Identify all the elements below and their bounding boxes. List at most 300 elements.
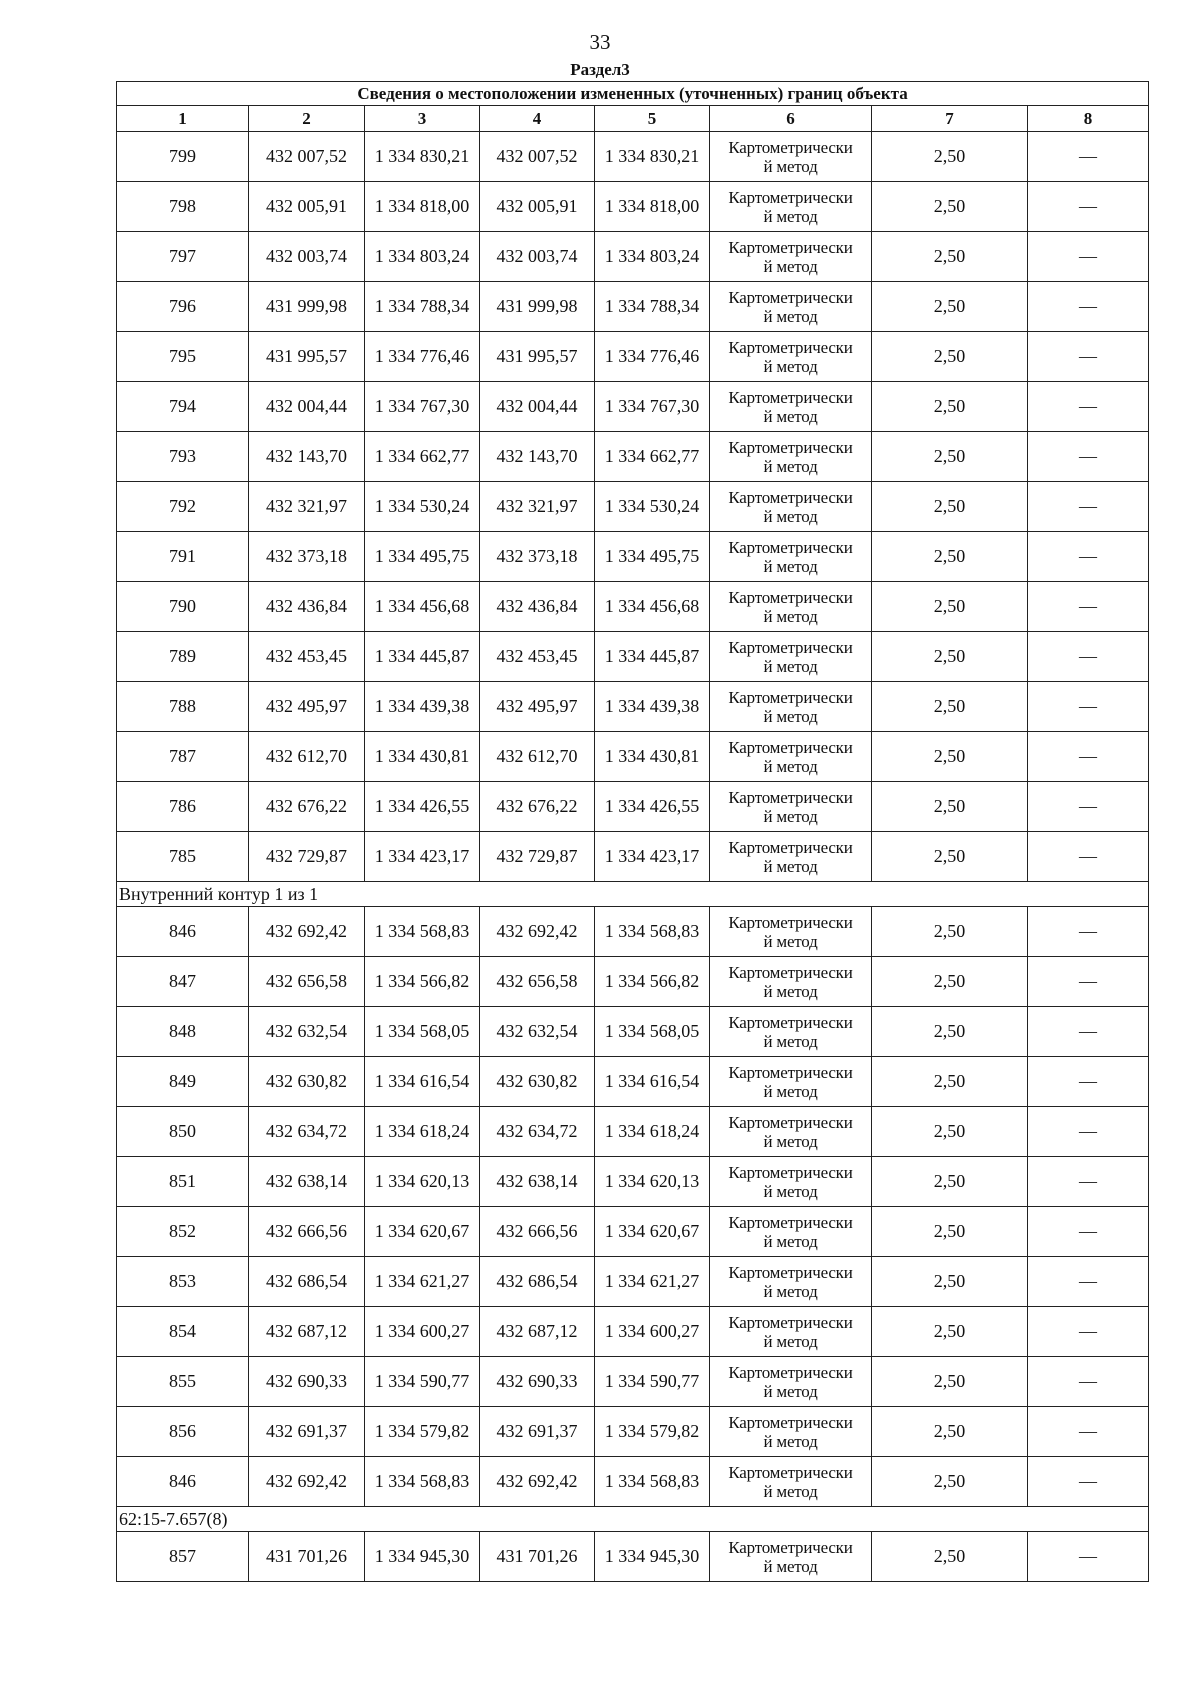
method-cell — [710, 782, 872, 832]
method-line: Картометрически — [728, 1462, 853, 1482]
accuracy: 2,50 — [872, 907, 1028, 957]
accuracy: 2,50 — [872, 1307, 1028, 1357]
point-number: 793 — [117, 432, 249, 482]
x-coord-new: 432 632,54 — [480, 1007, 595, 1057]
method-line: Картометрически — [728, 587, 853, 607]
method-line: й метод — [763, 406, 818, 426]
y-coord-old: 1 334 767,30 — [365, 382, 480, 432]
method-cell — [710, 732, 872, 782]
x-coord-new: 432 003,74 — [480, 232, 595, 282]
x-coord-new: 432 495,97 — [480, 682, 595, 732]
column-number-row — [117, 106, 1149, 132]
table-row — [117, 482, 1149, 532]
x-coord-new: 432 686,54 — [480, 1257, 595, 1307]
accuracy: 2,50 — [872, 1107, 1028, 1157]
y-coord-new: 1 334 566,82 — [595, 957, 710, 1007]
x-coord-new: 432 634,72 — [480, 1107, 595, 1157]
note-cell: — — [1028, 1357, 1149, 1407]
x-coord-old: 432 436,84 — [249, 582, 365, 632]
method-line: й метод — [763, 1181, 818, 1201]
note-cell: — — [1028, 1257, 1149, 1307]
point-number: 795 — [117, 332, 249, 382]
method-cell — [710, 1457, 872, 1507]
table-row — [117, 532, 1149, 582]
x-coord-new: 432 612,70 — [480, 732, 595, 782]
point-number: 848 — [117, 1007, 249, 1057]
page-number: 33 — [589, 30, 611, 54]
x-coord-old: 432 686,54 — [249, 1257, 365, 1307]
x-coord-old: 432 005,91 — [249, 182, 365, 232]
note-cell: — — [1028, 907, 1149, 957]
method-line: й метод — [763, 756, 818, 776]
table-row — [117, 682, 1149, 732]
point-number: 853 — [117, 1257, 249, 1307]
y-coord-new: 1 334 568,05 — [595, 1007, 710, 1057]
note-cell: — — [1028, 957, 1149, 1007]
y-coord-new: 1 334 662,77 — [595, 432, 710, 482]
method-line: Картометрически — [728, 962, 853, 982]
method-cell — [710, 132, 872, 182]
accuracy: 2,50 — [872, 1007, 1028, 1057]
y-coord-new: 1 334 776,46 — [595, 332, 710, 382]
method-line: й метод — [763, 1331, 818, 1351]
method-line: Картометрически — [728, 1412, 853, 1432]
table-row — [117, 332, 1149, 382]
table-row — [117, 907, 1149, 957]
method-cell — [710, 432, 872, 482]
x-coord-old: 432 373,18 — [249, 532, 365, 582]
y-coord-new: 1 334 579,82 — [595, 1407, 710, 1457]
point-number: 796 — [117, 282, 249, 332]
boundary-table — [116, 81, 1149, 1582]
point-number: 788 — [117, 682, 249, 732]
method-line: й метод — [763, 706, 818, 726]
x-coord-new: 432 321,97 — [480, 482, 595, 532]
table-title: Сведения о местоположении измененных (уточненных) границ объекта — [117, 82, 1149, 106]
method-line: й метод — [763, 1556, 818, 1576]
method-line: Картометрически — [728, 487, 853, 507]
column-header: 4 — [480, 106, 595, 132]
table-row — [117, 1407, 1149, 1457]
x-coord-new: 431 999,98 — [480, 282, 595, 332]
accuracy: 2,50 — [872, 382, 1028, 432]
x-coord-old: 432 630,82 — [249, 1057, 365, 1107]
point-number: 792 — [117, 482, 249, 532]
x-coord-old: 432 692,42 — [249, 1457, 365, 1507]
y-coord-old: 1 334 495,75 — [365, 532, 480, 582]
method-line: Картометрически — [728, 137, 853, 157]
x-coord-old: 432 656,58 — [249, 957, 365, 1007]
method-line: й метод — [763, 856, 818, 876]
method-line: й метод — [763, 1431, 818, 1451]
accuracy: 2,50 — [872, 282, 1028, 332]
x-coord-new: 432 453,45 — [480, 632, 595, 682]
table-row — [117, 282, 1149, 332]
y-coord-new: 1 334 456,68 — [595, 582, 710, 632]
method-cell — [710, 582, 872, 632]
method-cell — [710, 1207, 872, 1257]
method-cell — [710, 1357, 872, 1407]
y-coord-old: 1 334 430,81 — [365, 732, 480, 782]
x-coord-new: 432 656,58 — [480, 957, 595, 1007]
y-coord-old: 1 334 600,27 — [365, 1307, 480, 1357]
y-coord-old: 1 334 423,17 — [365, 832, 480, 882]
table-row — [117, 1307, 1149, 1357]
y-coord-old: 1 334 445,87 — [365, 632, 480, 682]
table-row — [117, 1457, 1149, 1507]
method-cell — [710, 332, 872, 382]
accuracy: 2,50 — [872, 432, 1028, 482]
point-number: 850 — [117, 1107, 249, 1157]
method-cell — [710, 382, 872, 432]
point-number: 857 — [117, 1532, 249, 1582]
method-line: Картометрически — [728, 687, 853, 707]
method-cell — [710, 1307, 872, 1357]
y-coord-old: 1 334 803,24 — [365, 232, 480, 282]
method-cell — [710, 1257, 872, 1307]
y-coord-old: 1 334 530,24 — [365, 482, 480, 532]
x-coord-new: 432 638,14 — [480, 1157, 595, 1207]
accuracy: 2,50 — [872, 1157, 1028, 1207]
method-cell — [710, 282, 872, 332]
note-cell: — — [1028, 1532, 1149, 1582]
method-cell — [710, 182, 872, 232]
note-cell: — — [1028, 582, 1149, 632]
table-row — [117, 1357, 1149, 1407]
point-number: 798 — [117, 182, 249, 232]
method-line: Картометрически — [728, 1012, 853, 1032]
y-coord-old: 1 334 620,67 — [365, 1207, 480, 1257]
method-line: Картометрически — [728, 1262, 853, 1282]
y-coord-new: 1 334 767,30 — [595, 382, 710, 432]
y-coord-old: 1 334 568,05 — [365, 1007, 480, 1057]
x-coord-new: 432 666,56 — [480, 1207, 595, 1257]
y-coord-old: 1 334 568,83 — [365, 1457, 480, 1507]
table-body — [117, 132, 1149, 1582]
method-line: Картометрически — [728, 237, 853, 257]
point-number: 855 — [117, 1357, 249, 1407]
table-row — [117, 582, 1149, 632]
x-coord-new: 432 004,44 — [480, 382, 595, 432]
method-line: Картометрически — [728, 1537, 853, 1557]
x-coord-new: 432 692,42 — [480, 1457, 595, 1507]
method-line: Картометрически — [728, 187, 853, 207]
method-cell — [710, 832, 872, 882]
method-line: й метод — [763, 1131, 818, 1151]
x-coord-old: 432 692,42 — [249, 907, 365, 957]
accuracy: 2,50 — [872, 582, 1028, 632]
method-cell — [710, 1007, 872, 1057]
x-coord-old: 432 632,54 — [249, 1007, 365, 1057]
table-row — [117, 382, 1149, 432]
note-cell: — — [1028, 1157, 1149, 1207]
y-coord-old: 1 334 788,34 — [365, 282, 480, 332]
note-cell: — — [1028, 782, 1149, 832]
accuracy: 2,50 — [872, 1407, 1028, 1457]
table-row — [117, 1532, 1149, 1582]
y-coord-old: 1 334 579,82 — [365, 1407, 480, 1457]
x-coord-new: 432 373,18 — [480, 532, 595, 582]
note-cell: — — [1028, 182, 1149, 232]
x-coord-new: 432 143,70 — [480, 432, 595, 482]
method-line: й метод — [763, 356, 818, 376]
table-row — [117, 732, 1149, 782]
x-coord-old: 432 690,33 — [249, 1357, 365, 1407]
note-cell: — — [1028, 682, 1149, 732]
method-line: й метод — [763, 1381, 818, 1401]
method-line: й метод — [763, 1281, 818, 1301]
x-coord-old: 432 729,87 — [249, 832, 365, 882]
method-line: Картометрически — [728, 1162, 853, 1182]
table-row — [117, 632, 1149, 682]
column-header: 3 — [365, 106, 480, 132]
accuracy: 2,50 — [872, 132, 1028, 182]
y-coord-old: 1 334 439,38 — [365, 682, 480, 732]
y-coord-new: 1 334 618,24 — [595, 1107, 710, 1157]
y-coord-new: 1 334 616,54 — [595, 1057, 710, 1107]
contour-label: 62:15-7.657(8) — [117, 1507, 1149, 1532]
table-row — [117, 1057, 1149, 1107]
y-coord-old: 1 334 590,77 — [365, 1357, 480, 1407]
method-line: й метод — [763, 1231, 818, 1251]
point-number: 846 — [117, 1457, 249, 1507]
accuracy: 2,50 — [872, 1057, 1028, 1107]
method-line: Картометрически — [728, 837, 853, 857]
method-line: й метод — [763, 206, 818, 226]
point-number: 846 — [117, 907, 249, 957]
note-cell: — — [1028, 1007, 1149, 1057]
y-coord-new: 1 334 439,38 — [595, 682, 710, 732]
y-coord-new: 1 334 568,83 — [595, 1457, 710, 1507]
x-coord-new: 432 691,37 — [480, 1407, 595, 1457]
table-row — [117, 1107, 1149, 1157]
x-coord-old: 432 687,12 — [249, 1307, 365, 1357]
method-line: Картометрически — [728, 1062, 853, 1082]
y-coord-new: 1 334 423,17 — [595, 832, 710, 882]
method-line: й метод — [763, 556, 818, 576]
note-cell: — — [1028, 1307, 1149, 1357]
note-cell: — — [1028, 382, 1149, 432]
y-coord-new: 1 334 530,24 — [595, 482, 710, 532]
method-line: Картометрически — [728, 337, 853, 357]
method-line: й метод — [763, 656, 818, 676]
note-cell: — — [1028, 832, 1149, 882]
accuracy: 2,50 — [872, 1207, 1028, 1257]
table-row — [117, 432, 1149, 482]
method-line: й метод — [763, 506, 818, 526]
method-line: Картометрически — [728, 912, 853, 932]
y-coord-old: 1 334 426,55 — [365, 782, 480, 832]
x-coord-old: 432 638,14 — [249, 1157, 365, 1207]
point-number: 854 — [117, 1307, 249, 1357]
y-coord-new: 1 334 788,34 — [595, 282, 710, 332]
y-coord-old: 1 334 566,82 — [365, 957, 480, 1007]
note-cell: — — [1028, 1457, 1149, 1507]
note-cell: — — [1028, 532, 1149, 582]
accuracy: 2,50 — [872, 1532, 1028, 1582]
column-header: 1 — [117, 106, 249, 132]
point-number: 791 — [117, 532, 249, 582]
contour-label-row — [117, 882, 1149, 907]
method-cell — [710, 1107, 872, 1157]
contour-label-row — [117, 1507, 1149, 1532]
point-number: 787 — [117, 732, 249, 782]
x-coord-old: 431 999,98 — [249, 282, 365, 332]
accuracy: 2,50 — [872, 332, 1028, 382]
accuracy: 2,50 — [872, 482, 1028, 532]
method-line: Картометрически — [728, 1112, 853, 1132]
y-coord-old: 1 334 621,27 — [365, 1257, 480, 1307]
y-coord-old: 1 334 945,30 — [365, 1532, 480, 1582]
method-line: Картометрически — [728, 1212, 853, 1232]
method-line: й метод — [763, 981, 818, 1001]
y-coord-new: 1 334 568,83 — [595, 907, 710, 957]
accuracy: 2,50 — [872, 1357, 1028, 1407]
note-cell: — — [1028, 1057, 1149, 1107]
y-coord-new: 1 334 445,87 — [595, 632, 710, 682]
column-header: 8 — [1028, 106, 1149, 132]
accuracy: 2,50 — [872, 957, 1028, 1007]
x-coord-new: 432 687,12 — [480, 1307, 595, 1357]
point-number: 797 — [117, 232, 249, 282]
table-row — [117, 782, 1149, 832]
accuracy: 2,50 — [872, 232, 1028, 282]
table-row — [117, 132, 1149, 182]
method-line: Картометрически — [728, 287, 853, 307]
method-line: й метод — [763, 156, 818, 176]
method-line: й метод — [763, 306, 818, 326]
x-coord-old: 431 995,57 — [249, 332, 365, 382]
method-line: Картометрически — [728, 437, 853, 457]
table-row — [117, 832, 1149, 882]
table-row — [117, 232, 1149, 282]
table-row — [117, 1007, 1149, 1057]
y-coord-new: 1 334 620,13 — [595, 1157, 710, 1207]
y-coord-new: 1 334 620,67 — [595, 1207, 710, 1257]
accuracy: 2,50 — [872, 1257, 1028, 1307]
y-coord-new: 1 334 426,55 — [595, 782, 710, 832]
method-line: Картометрически — [728, 537, 853, 557]
note-cell: — — [1028, 332, 1149, 382]
point-number: 852 — [117, 1207, 249, 1257]
method-line: й метод — [763, 1031, 818, 1051]
y-coord-new: 1 334 830,21 — [595, 132, 710, 182]
method-line: й метод — [763, 606, 818, 626]
y-coord-new: 1 334 803,24 — [595, 232, 710, 282]
section-title: Раздел3 — [570, 60, 630, 79]
note-cell: — — [1028, 232, 1149, 282]
table-title-row — [117, 82, 1149, 106]
x-coord-old: 432 691,37 — [249, 1407, 365, 1457]
x-coord-old: 432 453,45 — [249, 632, 365, 682]
x-coord-old: 432 143,70 — [249, 432, 365, 482]
accuracy: 2,50 — [872, 182, 1028, 232]
point-number: 790 — [117, 582, 249, 632]
point-number: 789 — [117, 632, 249, 682]
y-coord-new: 1 334 430,81 — [595, 732, 710, 782]
y-coord-new: 1 334 495,75 — [595, 532, 710, 582]
x-coord-old: 432 634,72 — [249, 1107, 365, 1157]
method-line: й метод — [763, 1481, 818, 1501]
y-coord-new: 1 334 600,27 — [595, 1307, 710, 1357]
point-number: 799 — [117, 132, 249, 182]
method-line: й метод — [763, 456, 818, 476]
point-number: 794 — [117, 382, 249, 432]
table-row — [117, 1207, 1149, 1257]
y-coord-old: 1 334 616,54 — [365, 1057, 480, 1107]
x-coord-old: 432 612,70 — [249, 732, 365, 782]
x-coord-old: 432 007,52 — [249, 132, 365, 182]
y-coord-new: 1 334 818,00 — [595, 182, 710, 232]
y-coord-old: 1 334 776,46 — [365, 332, 480, 382]
method-line: й метод — [763, 806, 818, 826]
y-coord-old: 1 334 620,13 — [365, 1157, 480, 1207]
accuracy: 2,50 — [872, 632, 1028, 682]
method-cell — [710, 632, 872, 682]
method-cell — [710, 1157, 872, 1207]
method-cell — [710, 482, 872, 532]
x-coord-old: 432 321,97 — [249, 482, 365, 532]
x-coord-new: 432 007,52 — [480, 132, 595, 182]
x-coord-new: 432 630,82 — [480, 1057, 595, 1107]
method-line: Картометрически — [728, 1312, 853, 1332]
accuracy: 2,50 — [872, 532, 1028, 582]
method-cell — [710, 957, 872, 1007]
y-coord-new: 1 334 945,30 — [595, 1532, 710, 1582]
method-line: й метод — [763, 931, 818, 951]
table-row — [117, 1257, 1149, 1307]
method-line: й метод — [763, 1081, 818, 1101]
y-coord-old: 1 334 662,77 — [365, 432, 480, 482]
y-coord-new: 1 334 621,27 — [595, 1257, 710, 1307]
note-cell: — — [1028, 132, 1149, 182]
method-line: Картометрически — [728, 1362, 853, 1382]
accuracy: 2,50 — [872, 732, 1028, 782]
point-number: 847 — [117, 957, 249, 1007]
y-coord-old: 1 334 456,68 — [365, 582, 480, 632]
column-header: 6 — [710, 106, 872, 132]
method-cell — [710, 1057, 872, 1107]
y-coord-new: 1 334 590,77 — [595, 1357, 710, 1407]
y-coord-old: 1 334 618,24 — [365, 1107, 480, 1157]
point-number: 786 — [117, 782, 249, 832]
note-cell: — — [1028, 432, 1149, 482]
note-cell: — — [1028, 282, 1149, 332]
method-line: Картометрически — [728, 387, 853, 407]
method-cell — [710, 1532, 872, 1582]
x-coord-old: 432 495,97 — [249, 682, 365, 732]
table-row — [117, 1157, 1149, 1207]
x-coord-new: 431 995,57 — [480, 332, 595, 382]
x-coord-new: 432 005,91 — [480, 182, 595, 232]
x-coord-new: 432 692,42 — [480, 907, 595, 957]
point-number: 856 — [117, 1407, 249, 1457]
x-coord-old: 431 701,26 — [249, 1532, 365, 1582]
column-header: 2 — [249, 106, 365, 132]
method-cell — [710, 682, 872, 732]
x-coord-old: 432 003,74 — [249, 232, 365, 282]
x-coord-new: 432 676,22 — [480, 782, 595, 832]
method-cell — [710, 1407, 872, 1457]
contour-label: Внутренний контур 1 из 1 — [117, 882, 1149, 907]
accuracy: 2,50 — [872, 782, 1028, 832]
table-row — [117, 957, 1149, 1007]
accuracy: 2,50 — [872, 682, 1028, 732]
x-coord-new: 432 729,87 — [480, 832, 595, 882]
method-cell — [710, 532, 872, 582]
note-cell: — — [1028, 1107, 1149, 1157]
note-cell: — — [1028, 732, 1149, 782]
